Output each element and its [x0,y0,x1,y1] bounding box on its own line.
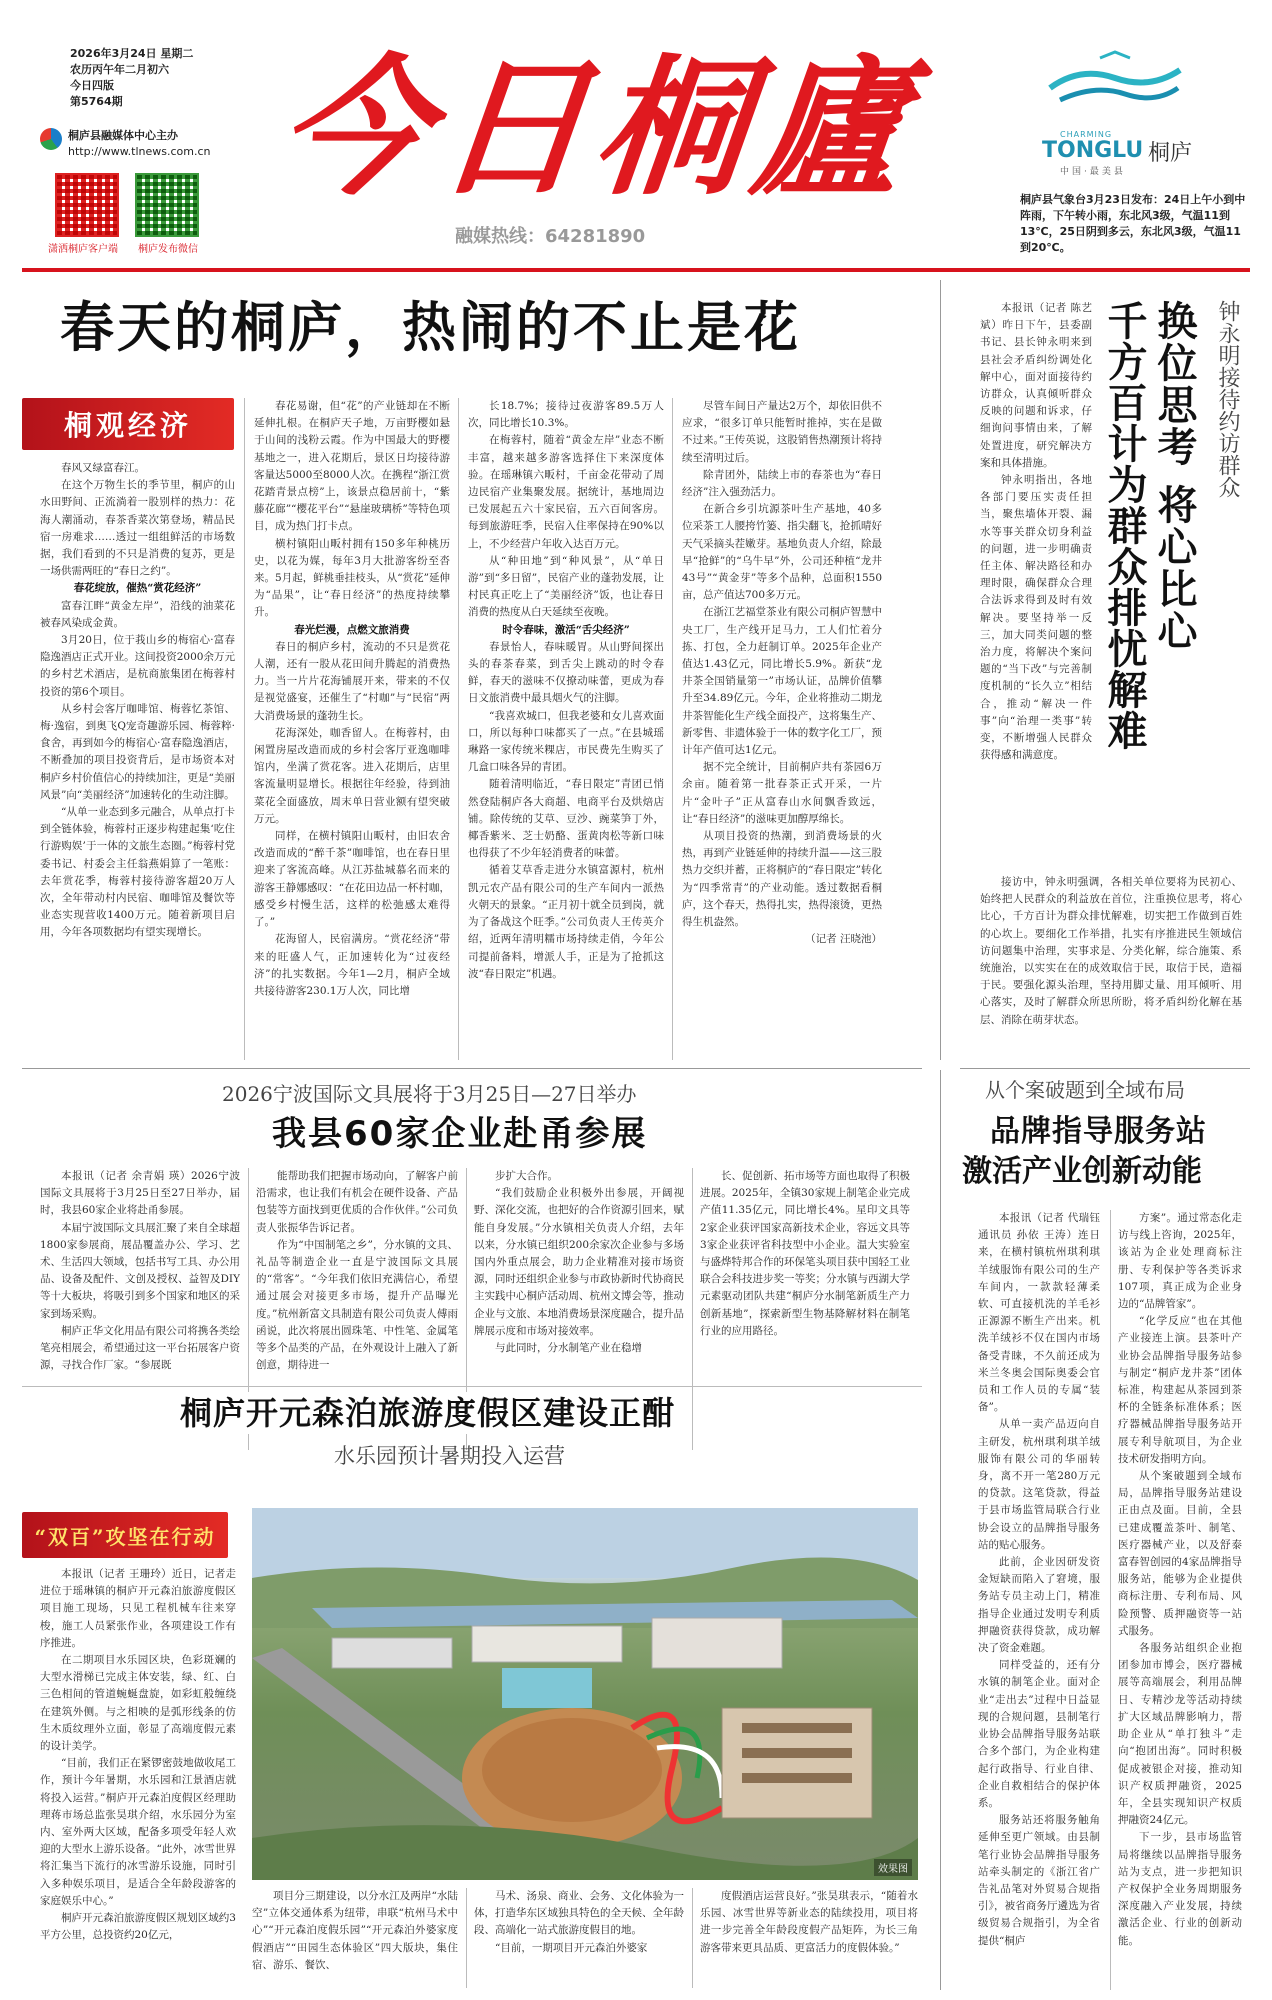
expo-headline: 我县60家企业赴甬参展 [272,1114,648,1154]
logo-sub: 中国·最美县 [1060,167,1126,177]
brand-c2-p3: 从个案破题到全域布局，品牌指导服务站建设正由点及面。目前，全县已建成覆盖茶叶、制笔、医疗器械产业，以及舒泰富春智创园的4家品牌指导服务站，能够为企业提供商标注册、专利布局、风险预警、质押融资等一站式服务。 [1118,1470,1242,1637]
section-rule [22,1068,922,1069]
lead-c1-p5: 从乡村会客厅咖啡馆、梅蓉忆茶馆、梅·逸宿，到奥飞Q宠奇趣游乐园、梅蓉粹·食舍，再到如今的梅宿心·富春隐逸酒店，不断叠加的项目投资背后，是市场资本对桐庐乡村价值信心的持续加注，更是“美丽风景”向“美丽经济”加速转化的生动注脚。 [40,702,235,801]
expo-c4-p1: 长、促创新、拓市场等方面也取得了积极进展。2025年，全镇30家规上制笔企业完成产值11.35亿元，同比增长4%。星印文具等2家企业获评国家高新技术企业，容远文具等3家企业获评省科技型中小企业。温大实验室与盛烨特邦合作的环保笔头项目获中国轻工业联合会科技进步奖一等奖；分水镇与西湖大学元素驱动团队共建“桐庐分水制笔新质生产力创新基地”，探索新型生物基降解材料在制笔行业的应用路径。 [700,1170,910,1337]
visit-p3: 接访中，钟永明强调，各相关单位要将为民初心、始终把人民群众的利益放在首位，注重换位思考，将心比心，千方百计为群众排忧解难，切实把工作做到百姓的心坎上。要细化工作举措，扎实有序推进民生领域信访问题集中治理，实事求是、分类化解，综合施策、系统施治，以实实在在的成效取信于民，取信于民，造福于民。要强化源头治理，坚持用脚丈量、用耳倾听、用心落实，及时了解群众所思所盼，将矛盾纠纷化解在基层、消除在萌芽状态。 [980,876,1242,1026]
lead-c4-p6: 从项目投资的热潮，到消费场景的火热，再到产业链延伸的持续升温——这三股热力交织并蓄，正将桐庐的“春日限定”转化为“四季常青”的产业动能。透过数据看桐庐，这个春天，热得扎实，热得滚烫，更热得生机盎然。 [682,830,882,929]
resort-c1-p3: “目前，我们正在紧锣密鼓地做收尾工作，预计今年暑期，水乐园和江景酒店就将投入运营。”桐庐开元森泊度假区经理助理蒋市场总监张昊琪介绍，水乐园分为室内、室外两大区域，配备多项受年轻人欢迎的大型水上游乐设备。“此外，冰雪世界将汇集当下流行的冰雪游乐设施，同时引入多种娱乐项目，是适合全年龄段游客的家庭娱乐中心。” [40,1757,236,1907]
expo-c2-p1: 能帮助我们把握市场动向，了解客户前沿需求，也让我们有机会在硬件设备、产品包装等方面找到更优质的合作伙伴。”公司负责人张振华告诉记者。 [256,1170,458,1234]
lead-column-2 [254,398,450,1060]
weather-forecast: 桐庐县气象台3月23日发布：24日上午小到中阵雨，下午转小雨，东北风3级，气温11到13℃，25日阴到多云，东北风3级，气温11到20℃。 [1020,193,1246,254]
lead-c2-p3: 春日的桐庐乡村，流动的不只是赏花人潮，还有一股从花田间升腾起的消费热力。当一片片花海铺展开来，带来的不仅是视觉盛宴，还催生了“村咖”与“民宿”两大消费场景的蓬勃生长。 [254,640,450,722]
column-divider [940,1070,941,1990]
column-divider [244,398,245,1060]
lead-subhead-2: 春光烂漫，点燃文旅消费 [294,623,410,636]
brand-column-1 [978,1210,1100,1990]
section-banner-economy: 桐观经济 [22,398,234,450]
expo-c1-p3: 桐庐正华文化用品有限公司将携各类绘笔亮相展会，希望通过这一平台拓展客户资源，寻找合作厂家。“参展既 [40,1324,240,1372]
lead-c2-p5: 同样，在横村镇阳山畈村，由旧农舍改造而成的“醉千茶”咖啡馆，也在春日里迎来了客流高峰。从江苏盐城慕名而来的游客王静娜感叹：“在花田边品一杯村咖，感受乡村慢生活，这样的松弛感太难得了。” [254,830,450,929]
column-divider [466,1888,467,1988]
masthead-rule [22,268,1250,272]
lead-c1-p4: 3月20日，位于莪山乡的梅宿心·富春隐逸酒店正式开业。这间投资2000余万元的乡村艺术酒店，是杭商旅集团在梅蓉村投资的第6个项目。 [40,634,235,698]
column-divider [940,280,941,1060]
logo-charming: CHARMING [1060,130,1113,139]
brand-c1-p3: 此前，企业因研发资金短缺而陷入了窘境，服务站专员主动上门，精准指导企业通过发明专利质押融资获得贷款，成功解决了资金难题。 [978,1556,1100,1655]
expo-c3-p1: 步扩大合作。 [495,1170,558,1182]
resort-rendering-photo [252,1508,918,1880]
lead-c3-p3: 从“种田地”到“种风景”，从“单日游”到“多日留”，民宿产业的蓬勃发展，让村民真正吃上了“美丽经济”饭，也让春日消费的热度从白天延续至夜晚。 [468,554,664,619]
column-divider [692,1168,693,1450]
resort-c1-p4: 桐庐开元森泊旅游度假区规划区域约3平方公里，总投资约20亿元， [40,1912,236,1942]
column-divider [458,398,459,1060]
qr-label-wechat: 桐庐发布微信 [138,244,198,255]
issue-date: 2026年3月24日 星期二 [70,47,194,60]
masthead [0,0,1272,265]
expo-c2-p2: 作为“中国制笔之乡”，分水镇的文具、礼品等制造企业一直是宁波国际文具展的“常客”。“今年我们依旧充满信心，希望通过展会对接更多市场，提升产品曝光度。”杭州新富文具制造有限公司负责人傅雨函说，此次将展出圆珠笔、中性笔、金属笔等多个品类的产品，在外观设计上融入了新创意，期待进一 [256,1238,458,1372]
resort-column-2 [252,1888,458,1988]
brand-c2-p2: “化学反应”也在其他产业接连上演。县茶叶产业协会品牌指导服务站参与制定“桐庐龙井茶”团体标准，构建起从茶园到茶杯的全链条标准体系；医疗器械品牌指导服务站开展专利导航项目，为企业技术研发指明方向。 [1118,1315,1242,1465]
brand-headline-line2: 激活产业创新动能 [962,1154,1202,1189]
expo-c1-p2: 本届宁波国际文具展汇聚了来自全球超1800家参展商，展品覆盖办公、学习、艺术、生活四大领域，包括书写工具、办公用品、设备及配件、文创及授权、益智及DIY等十大板块，将吸引到多个国家和地区的采家到场采购。 [40,1221,240,1320]
client-qr-code [55,173,119,237]
hotline: 融媒热线：64281890 [455,226,646,247]
brand-c1-p4: 同样受益的，还有分水镇的制笔企业。面对企业“走出去”过程中日益显现的合规问题，县制笔行业协会品牌指导服务站联合多个部门，为企业构建起行政指导、行业自律、企业自救相结合的保护体系。 [978,1659,1100,1809]
resort-c3-p2: “目前，一期项目开元森泊外婆家 [495,1941,648,1954]
lead-c2-p1: 春花易谢，但“花”的产业链却在不断延伸扎根。在桐庐天子地，万亩野樱如悬于山间的浅粉云霞。作为中国最大的野樱基地之一，进入花期后，景区日均接待游客量达5000至8000人次。在携程“浙江赏花踏青景点榜”上，该景点稳居前十，“紫藤花廊”“樱花平台”“悬崖玻璃桥”等特色项目，成为热门打卡点。 [254,400,450,533]
website-link[interactable]: http://www.tlnews.com.cn [68,145,211,158]
expo-c3-p2: “我们鼓励企业积极外出参展，开阔视野、深化交流，也把好的合作资源引回来，赋能自身发展。”分水镇相关负责人介绍，去年以来，分水镇已组织200余家次企业参与多场国内外重点展会，助力企业精准对接市场资源，同时还组织企业参与市政协新时代协商民主实践中心桐庐活动周、杭州文博会等，推动企业与文旅、本地消费场景深度融合，提升品牌展示度和市场对接效率。 [474,1187,684,1337]
lead-c3-p4: 春景怡人，春味暖胃。从山野间探出头的春茶春菜，到舌尖上跳动的时令春鲜，春天的滋味不仅撩动味蕾，更成为春日文旅消费中最具烟火气的注脚。 [468,640,664,705]
brand-c1-p2: 从单一卖产品迈向自主研发，杭州琪利琪羊绒服饰有限公司的华丽转身，离不开一笔280万元的贷款。这笔贷款，得益于县市场监管局联合行业协会设立的品牌指导服务站的贴心服务。 [978,1418,1100,1551]
logo-en: TONGLU [1042,138,1144,163]
section-banner-campaign: “双百”攻坚在行动 [22,1512,228,1558]
expo-c3-p3: 与此同时，分水制笔产业在稳增 [495,1342,642,1355]
visit-p1: 本报讯（记者 陈艺斌）昨日下午，县委副书记、县长钟永明来到县社会矛盾纠纷调处化解中心，面对面接待约访群众，认真倾听群众反映的问题和诉求，仔细询问事情由来，了解处置进度，研究解决方案和具体措施。 [980,302,1092,469]
section-rule [960,1068,1250,1069]
logo-cn: 桐庐 [1148,141,1193,166]
visit-p2: 钟永明指出，各地各部门要压实责任担当，聚焦墙体开裂、漏水等事关群众切身利益的问题，进一步明确责任主体、解决路径和办理时限，确保群众合理合法诉求得到及时有效解决。要坚持举一反三，加大同类问题的整治力度，将解决个案问题的“当下改”与完善制度机制的“长久立”相结合，推动“解决一件事”向“治理一类事”转变，不断增强人民群众获得感和满意度。 [980,474,1092,762]
photo-credit: 效果图 [874,1859,912,1876]
lead-subhead-1: 春花绽放，催热“赏花经济” [73,582,202,595]
lead-c1-p3: 富春江畔“黄金左岸”，沿线的油菜花被春风染成金黄。 [40,599,235,629]
lead-c2-p6: 花海留人，民宿满房。“赏花经济”带来的旺盛人气，正加速转化为“过夜经济”的扎实数据。今年1—2月，桐庐全域共接待游客230.1万人次，同比增 [254,933,450,997]
resort-c3-p1: 马术、汤泉、商业、会务、文化体验为一体，打造华东区域独具特色的全天候、全年龄段、高端化一站式旅游度假目的地。 [474,1890,684,1937]
visit-headline-line1: 换位思考 将心比心 [1151,300,1197,652]
media-center-logo-icon [40,128,62,150]
edition: 今日四版 [70,79,114,92]
wechat-qr-code [135,173,199,237]
brand-c2-p1: 方案”。通过常态化走访与线上咨询，2025年，该站为企业处理商标注册、专利保护等各类诉求107项，真正成为企业身边的“品牌管家”。 [1118,1212,1242,1311]
column-divider [692,1888,693,1988]
expo-column-4 [700,1168,910,1450]
expo-c1-p1: 本报讯（记者 余青娟 瑛）2026宁波国际文具展将于3月25日至27日举办，届时，我县60家企业将赴甬参展。 [40,1170,240,1217]
lead-byline: （记者 汪晓池） [805,933,882,946]
lead-c4-p1: 尽管车间日产量达2万个，却依旧供不应求，“很多订单只能暂时推掉，实在是做不过来。”王传英说，这股销售热潮预计将持续至清明过后。 [682,400,882,464]
resort-column-1 [40,1566,236,1986]
visit-body-narrow [980,300,1092,870]
host-org: 桐庐县融媒体中心主办 [68,129,178,142]
newspaper-title: 今日桐廬 [270,40,922,216]
brand-column-2 [1118,1210,1242,1990]
lead-c3-p5: “我喜欢城口，但我老婆和女儿喜欢面口，所以每种口味都买了一点。”在县城瑶琳路一家传统米粿店，市民费先生购买了几盒口味各异的青团。 [468,709,664,774]
lead-headline: 春天的桐庐，热闹的不止是花 [60,296,801,359]
lead-subhead-3: 时令春味，激活“舌尖经济” [502,623,630,636]
brand-c1-p5: 服务站还将服务触角延伸至更广领域。由县制笔行业协会品牌指导服务站牵头制定的《浙江省广告礼品笔对外贸易合规指引》，被省商务厅遴选为省级贸易合规指引，为全省提供“桐庐 [978,1814,1100,1947]
lead-c1-p1: 春风又绿富春江。 [61,462,145,474]
lead-c3-p2: 在梅蓉村，随着“黄金左岸”业态不断丰富，越来越多游客选择住下来深度体验。在瑶琳镇六畈村，千亩金花带动了周边民宿产业集聚发展。据统计，基地周边已发展起五六十家民宿，五六百间客房。每到旅游旺季，民宿入住率保持在90%以上，不少经营户年收入达百万元。 [468,434,664,550]
resort-headline: 桐庐开元森泊旅游度假区建设正酣 [180,1392,685,1434]
resort-c2-p1: 项目分三期建设，以分水江及两岸“水陆空”立体交通体系为纽带，串联“杭州马术中心”“开元森泊度假乐园”“开元森泊外婆家度假酒店”“田园生态体验区”四大版块，集住宿、游乐、餐饮、 [252,1890,458,1971]
brand-c2-p5: 下一步，县市场监管局将继续以品牌指导服务站为支点，进一步把知识产权保护全业务周期服务深度融入产业发展，持续激活企业、行业的创新动能。 [1118,1831,1242,1947]
brand-headline-line1: 品牌指导服务站 [990,1114,1207,1149]
lead-column-4 [682,398,882,1060]
resort-column-3 [474,1888,684,1988]
expo-kicker: 2026宁波国际文具展将于3月25日—27日举办 [222,1082,637,1106]
brand-c2-p4: 各服务站组织企业抱团参加市博会，医疗器械展等高端展会，利用品牌日、专精沙龙等活动持续扩大区域品牌影响力，帮助企业从“单打独斗”走向“抱团出海”。同时积极促成被银企对接，推动知识产权质押融资，2025年，全县实现知识产权质押融资24亿元。 [1118,1642,1242,1827]
lead-c3-p7: 循着艾草香走进分水镇富源村，杭州凯元农产品有限公司的生产车间内一派热火朝天的景象。“正月初十就全员到岗，就为了备战这个旺季。”公司负责人王传英介绍，近两年清明糯市场持续走俏，今年公司提前备料，增派人手，正是为了抢抓这波“春日限定”机遇。 [468,864,664,980]
resort-c4-p1: 度假酒店运营良好。”张昊琪表示，“随着水乐园、冰雪世界等新业态的陆续投用，项目将进一步完善全年龄段度假产品矩阵，为长三角游客带来更具品质、更富活力的度假体验。” [700,1890,918,1954]
resort-c1-p1: 本报讯（记者 王珊玲）近日，记者走进位于瑶琳镇的桐庐开元森泊旅游度假区项目施工现场，只见工程机械车往来穿梭，施工人员紧张作业，各项建设工作有序推进。 [40,1568,236,1649]
lunar-date: 农历丙午年二月初六 [70,63,169,76]
visit-headline-line2: 千方百计为群众排忧解难 [1101,300,1147,751]
lead-c1-p2: 在这个万物生长的季节里，桐庐的山水田野间、正流淌着一股别样的热力：花海人潮涌动，春茶香菜次第登场，精品民宿一房难求……透过一组组鲜活的市场数据，我们看到的不只是消费的复苏，更是一场供需两旺的“春日之约”。 [40,479,235,578]
lead-c4-p5: 据不完全统计，目前桐庐共有茶园6万余亩。随着第一批春茶正式开采，一片片“金叶子”正从富春山水间飘香致远，让“春日经济”的滋味更加醇厚绵长。 [682,761,882,825]
issue-number: 第5764期 [70,95,123,108]
resort-column-4 [700,1888,918,1988]
qr-label-client: 潇洒桐庐客户端 [48,244,118,255]
column-divider [672,398,673,1060]
lead-c4-p2: 除青团外，陆续上市的春茶也为“春日经济”注入强劲活力。 [682,468,882,499]
lead-column-1 [40,460,235,1060]
resort-c1-p2: 在二期项目水乐园区块，色彩斑斓的大型水滑梯已完成主体安装，绿、红、白三色相间的管道蜿蜒盘旋，如彩虹般缠绕在建筑外侧。与之相映的是弧形线条的仿生木质纹理外立面，彰显了高端度假元素的设计美学。 [40,1654,236,1753]
lead-c4-p3: 在新合乡引坑源茶叶生产基地，40多位采茶工人腰挎竹篓、指尖翻飞，抢抓晴好天气采摘头茬嫩芽。基地负责人介绍，除最早“抢鲜”的“乌牛早”外，公司还种植“龙井43号”“黄金芽”等多个品种，总面积1550亩，总产值达700多万元。 [682,503,882,602]
lead-c4-p4: 在浙江艺福堂茶业有限公司桐庐智慧中央工厂，生产线开足马力，工人们忙着分拣、打包，全力赶制订单。2025年企业产值达1.43亿元，同比增长5.9%。新获“龙井茶全国销量第一”市场认证，品牌价值攀升至34.89亿元。今年，企业将推动二期龙井茶智能化生产线全面投产，这将集生产、新零售、非遗体验于一体的数字化工厂，预计年产值可达1亿元。 [682,606,882,757]
brand-kicker: 从个案破题到全域布局 [985,1078,1185,1102]
lead-c2-p2: 横村镇阳山畈村拥有150多年种桃历史，以花为媒，每年3月大批游客纷至沓来。5月起，鲜桃垂挂枝头，从“赏花”延伸为“品果”，让“春日经济”的热度持续攀升。 [254,537,450,619]
tonglu-logo-icon [1040,48,1190,118]
lead-c2-p4: 花海深处，咖香留人。在梅蓉村，由闲置房屋改造而成的乡村会客厅亚逸咖啡馆内，坐满了赏花客。进入花期后，店里客流量明显增长。根据往年经验，待到油菜花全面盛放，周末单日营业额有望突破万元。 [254,726,450,825]
visit-body-wide [980,874,1242,1060]
section-rule [22,1386,922,1387]
lead-c3-p6: 随着清明临近，“春日限定”青团已悄然登陆桐庐各大商超、电商平台及烘焙店铺。除传统的艾草、豆沙、豌菜笋丁外，椰香紫米、芝士奶酪、蛋黄肉松等新口味也得获了不少年轻消费者的味蕾。 [468,778,664,860]
column-divider [1110,1210,1111,1990]
lead-c1-p6: “从单一业态到多元融合，从单点打卡到全链体验，梅蓉村正逐步构建起集‘吃住行游购娱’于一体的文旅生态圈。”梅蓉村党委书记、村委会主任翁燕娟算了一笔账：去年赏花季，梅蓉村接待游客超20万人次，全年带动村内民宿、咖啡馆及餐饮等业态实现营收1400万元。随着新项目启用，今年各项数据均有望实现增长。 [40,806,235,939]
lead-c3-p1: 长18.7%；接待过夜游客89.5万人次，同比增长10.3%。 [468,400,664,430]
visit-kicker: 钟永明接待约访群众 [1215,300,1240,498]
resort-subhead: 水乐园预计暑期投入运营 [334,1444,565,1468]
brand-c1-p1: 本报讯（记者 代瑞钰 通讯员 孙依 王涛）连日来，在横村镇杭州琪利琪羊绒服饰有限公司的生产车间内，一款款轻薄柔软、可直接机洗的羊毛衫正源源不断生产出来。机洗羊绒衫不仅在国内市场备受青睐，不久前还成为米兰冬奥会国际奥委会官员和工作人员的专属“装备”。 [978,1212,1100,1414]
lead-column-3 [468,398,664,1060]
